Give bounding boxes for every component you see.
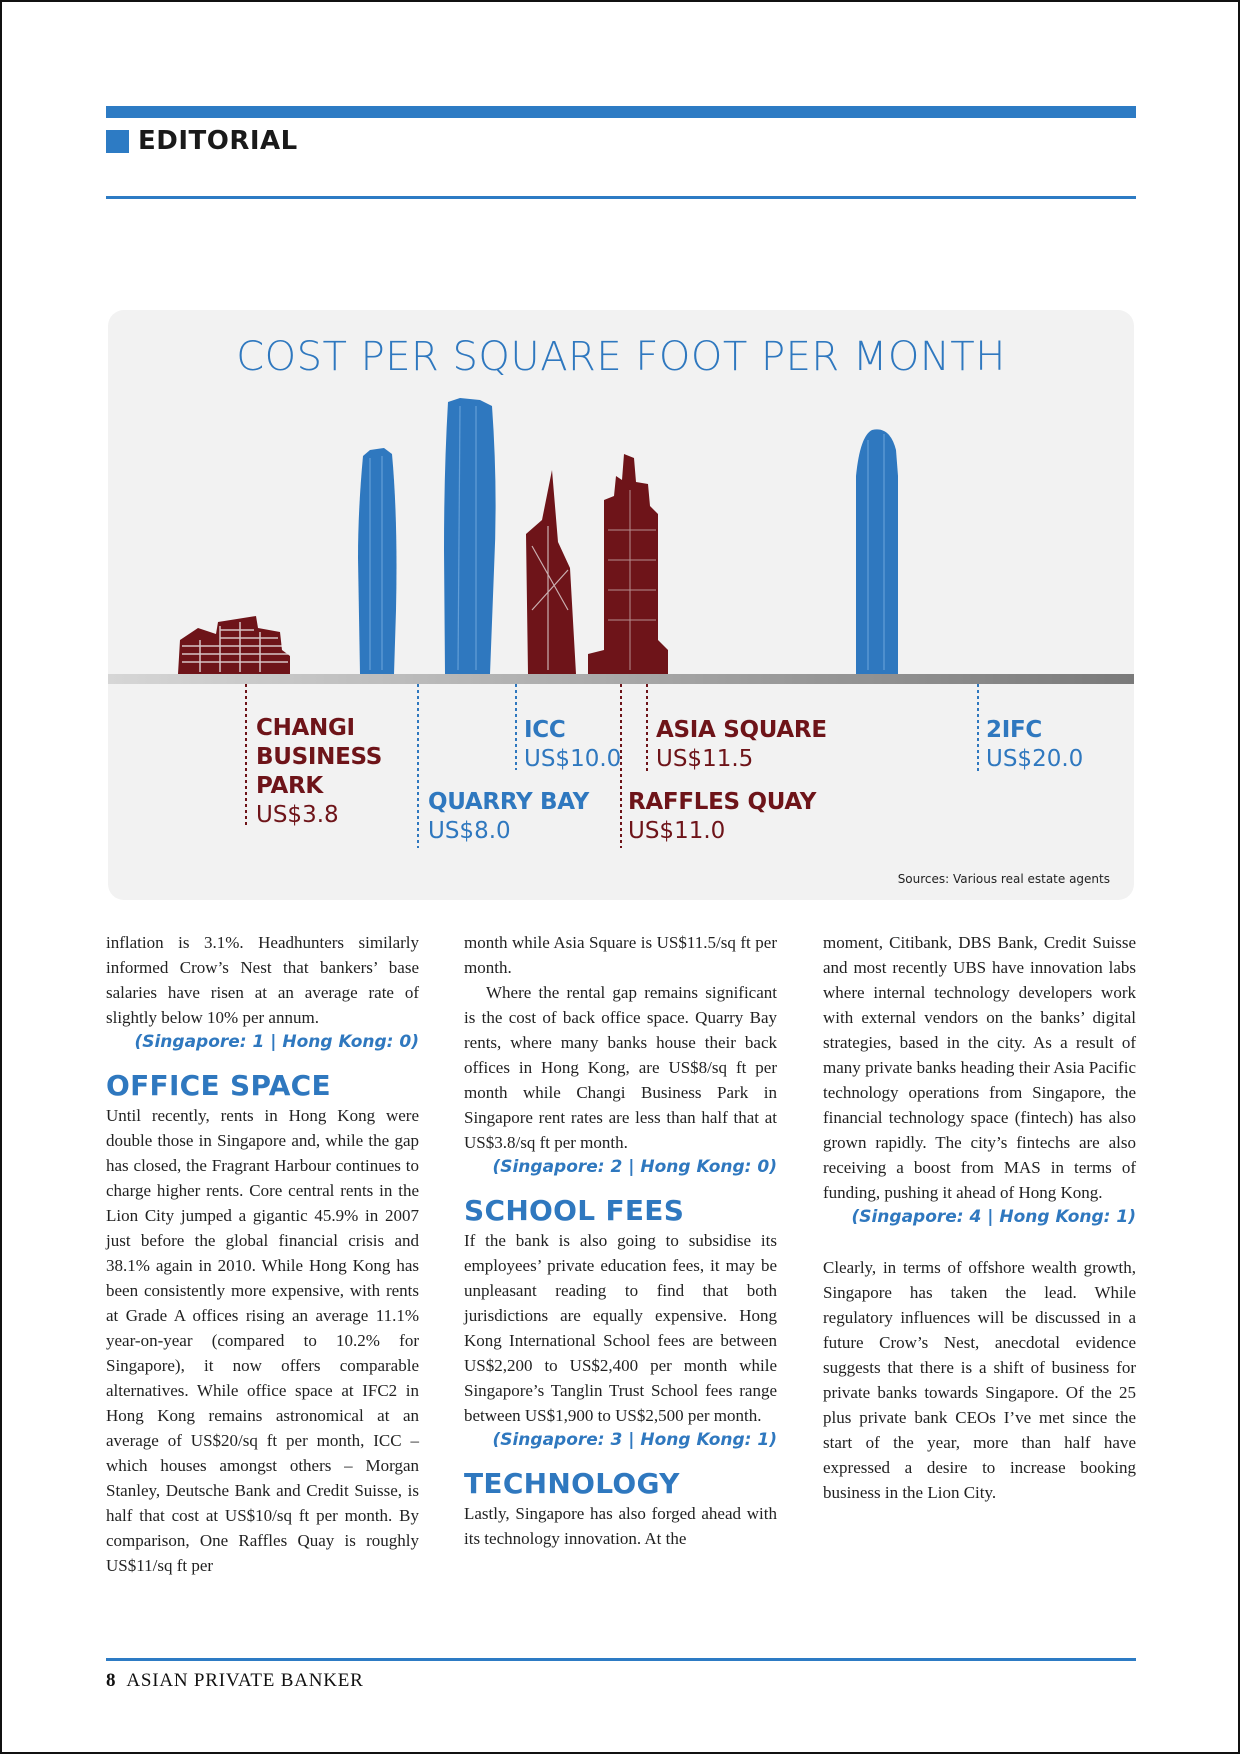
changi-name-line-1: CHANGI bbox=[256, 715, 355, 741]
paragraph: Lastly, Singapore has also forged ahead with its technology innovation. At the bbox=[464, 1504, 777, 1548]
section-label bbox=[106, 126, 298, 156]
paragraph: month while Asia Square is US$11.5/sq ft per month. bbox=[464, 933, 777, 977]
raffles-quay-name: RAFFLES QUAY bbox=[628, 789, 817, 815]
asia-square-tower-icon bbox=[588, 454, 668, 674]
footer-rule bbox=[106, 1658, 1136, 1661]
article-column-1 bbox=[106, 930, 419, 1578]
article-body bbox=[106, 930, 1136, 1610]
quarry-bay-tower-icon bbox=[358, 448, 397, 674]
cost-infographic bbox=[108, 310, 1134, 900]
asia-square-price: US$11.5 bbox=[656, 746, 754, 772]
two-ifc-price: US$20.0 bbox=[986, 746, 1084, 772]
quarry-bay-price: US$8.0 bbox=[428, 818, 511, 844]
paragraph: Clearly, in terms of offshore wealth growth, Singapore has taken the lead. While regulatory influences will be discussed in a future Crow’s Nest, anecdotal evidence suggests that there is a shift of business for private banks towards Singapore. Of the 25 plus private bank CEOs I’ve met since the start of the year, more than half have expressed a desire to increase booking business in the Lion City. bbox=[823, 1258, 1136, 1502]
infographic-source: Sources: Various real estate agents bbox=[897, 872, 1110, 886]
ground-line bbox=[108, 674, 1134, 684]
paragraph: moment, Citibank, DBS Bank, Credit Suisse and most recently UBS have innovation labs where internal technology developers work with external vendors on the banks’ digital strategies, based in the city. As a result of many private banks heading their Asia Pacific technology operations from Singapore, the financial technology space (fintech) has also grown rapidly. The city’s fintechs are also receiving a boost from MAS in terms of funding, pushing it ahead of Hong Kong. bbox=[823, 933, 1136, 1202]
quarry-bay-name: QUARRY BAY bbox=[428, 789, 589, 815]
chart-label-icc bbox=[524, 716, 621, 774]
chart-label-changi bbox=[256, 714, 382, 830]
paragraph: Where the rental gap remains significant is the cost of back office space. Quarry Bay rents, where many banks house their back offices in Hong Kong, are US$8/sq ft per month while Changi Business Park in Singapore rent rates are less than half that at US$3.8/sq ft per month. bbox=[464, 983, 777, 1152]
page-footer bbox=[106, 1670, 364, 1692]
article-column-2 bbox=[464, 930, 777, 1551]
header-top-bar bbox=[106, 106, 1136, 118]
asia-square-name: ASIA SQUARE bbox=[656, 717, 827, 743]
paragraph-gap bbox=[823, 1230, 1136, 1255]
paragraph: Until recently, rents in Hong Kong were double those in Singapore and, while the gap has closed, the Fragrant Harbour continues to charge higher rents. Core central rents in the Lion City jumped a gigantic 45.9% in 2007 just before the global financial crisis and 38.1% again in 2010. While Hong Kong has been consistently more expensive, with rents at Grade A offices rising an average 11.1% year-on-year (compared to 10.2% for Singapore), it now offers comparable alternatives. While office space at IFC2 in Hong Kong remains astronomical at an average of US$20/sq ft per month, ICC – which houses amongst others – Morgan Stanley, Deutsche Bank and Credit Suisse, is half that cost at US$10/sq ft per month. By comparison, One Raffles Quay is roughly US$11/sq ft per bbox=[106, 1106, 419, 1575]
score-tally: (Singapore: 4 | Hong Kong: 1) bbox=[851, 1207, 1136, 1227]
infographic-title: COST PER SQUARE FOOT PER MONTH bbox=[236, 334, 1006, 380]
heading-office-space: OFFICE SPACE bbox=[106, 1069, 331, 1102]
icc-price: US$10.0 bbox=[524, 746, 622, 772]
heading-technology: TECHNOLOGY bbox=[464, 1467, 680, 1500]
icc-tower-icon bbox=[444, 398, 496, 674]
paragraph: If the bank is also going to subsidise its employees’ private education fees, it may be unpleasant reading to find that both jurisdictions are equally expensive. Hong Kong International School fees are between US$2,200 to US$2,400 per month while Singapore’s Tanglin Trust School fees range between US$1,900 to US$2,500 per month. bbox=[464, 1231, 777, 1425]
chart-label-raffles-quay bbox=[628, 788, 816, 846]
chart-label-quarry-bay bbox=[428, 788, 589, 846]
section-title: EDITORIAL bbox=[138, 126, 298, 156]
chart-label-2ifc bbox=[986, 716, 1083, 774]
chart-label-asia-square bbox=[656, 716, 827, 774]
score-tally: (Singapore: 2 | Hong Kong: 0) bbox=[492, 1157, 777, 1177]
score-tally: (Singapore: 1 | Hong Kong: 0) bbox=[134, 1032, 419, 1052]
score-tally: (Singapore: 3 | Hong Kong: 1) bbox=[492, 1430, 777, 1450]
paragraph: inflation is 3.1%. Headhunters similarly informed Crow’s Nest that bankers’ base salaries have risen at an average rate of slightly below 10% per annum. bbox=[106, 933, 419, 1027]
icc-name: ICC bbox=[524, 717, 566, 743]
article-column-3 bbox=[823, 930, 1136, 1505]
changi-name-line-3: PARK bbox=[256, 773, 323, 799]
changi-building-icon bbox=[178, 616, 290, 674]
changi-name-line-2: BUSINESS bbox=[256, 744, 382, 770]
page-number: 8 bbox=[106, 1670, 117, 1691]
two-ifc-tower-icon bbox=[856, 429, 898, 674]
two-ifc-name: 2IFC bbox=[986, 717, 1042, 743]
raffles-quay-tower-icon bbox=[526, 470, 576, 674]
section-square-icon bbox=[106, 130, 129, 153]
raffles-quay-price: US$11.0 bbox=[628, 818, 726, 844]
header-rule bbox=[106, 196, 1136, 199]
changi-price: US$3.8 bbox=[256, 802, 339, 828]
heading-school-fees: SCHOOL FEES bbox=[464, 1194, 685, 1227]
publication-name: ASIAN PRIVATE BANKER bbox=[126, 1670, 364, 1691]
